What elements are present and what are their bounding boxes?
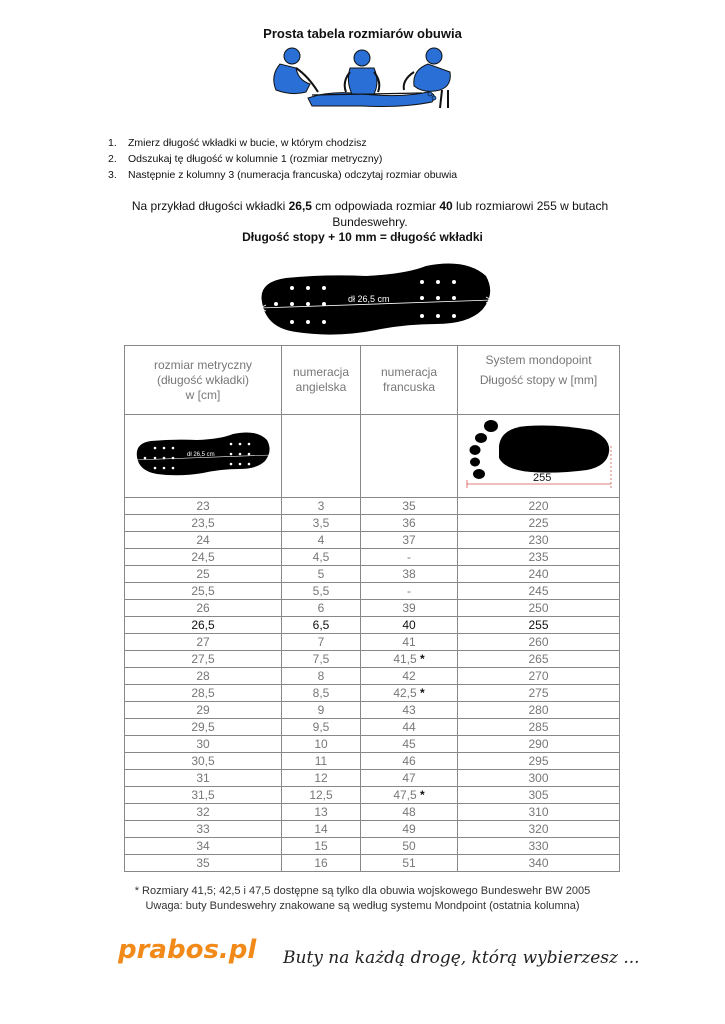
insole-length-label: dł 26,5 cm — [348, 294, 390, 304]
cell-mondopoint: 340 — [458, 855, 620, 872]
cell-french: 42,5 * — [361, 685, 458, 702]
page-title: Prosta tabela rozmiarów obuwia — [263, 26, 462, 41]
cell-french: 43 — [361, 702, 458, 719]
cell-english: 4 — [282, 532, 361, 549]
cell-metric: 31,5 — [125, 787, 282, 804]
cell-english: 16 — [282, 855, 361, 872]
table-row — [125, 821, 620, 838]
cell-mondopoint: 270 — [458, 668, 620, 685]
cell-english: 12,5 — [282, 787, 361, 804]
cell-french: 44 — [361, 719, 458, 736]
footnote-star: * — [420, 686, 425, 700]
cell-metric: 28 — [125, 668, 282, 685]
cell-mondopoint: 295 — [458, 753, 620, 770]
table-row — [125, 532, 620, 549]
cell-english: 6,5 — [282, 617, 361, 634]
cell-metric: 33 — [125, 821, 282, 838]
cell-english: 14 — [282, 821, 361, 838]
cell-metric: 27 — [125, 634, 282, 651]
cell-french: 35 — [361, 498, 458, 515]
table-row — [125, 804, 620, 821]
cell-english: 6 — [282, 600, 361, 617]
cell-mondopoint: 285 — [458, 719, 620, 736]
cell-english: 4,5 — [282, 549, 361, 566]
size-table — [124, 345, 620, 872]
table-row — [125, 736, 620, 753]
cell-french: 46 — [361, 753, 458, 770]
instruction-list — [108, 135, 457, 183]
foot-picture-cell — [458, 415, 620, 498]
cell-english: 7,5 — [282, 651, 361, 668]
cell-metric: 28,5 — [125, 685, 282, 702]
cell-french: 45 — [361, 736, 458, 753]
empty-cell — [282, 415, 361, 498]
foot-diagram — [461, 416, 617, 492]
header-french: numeracja francuska — [361, 346, 458, 415]
cell-mondopoint: 225 — [458, 515, 620, 532]
cell-mondopoint: 305 — [458, 787, 620, 804]
foot-length-label: 255 — [532, 471, 551, 484]
cell-french: 36 — [361, 515, 458, 532]
cell-english: 3 — [282, 498, 361, 515]
cell-english: 3,5 — [282, 515, 361, 532]
table-row — [125, 719, 620, 736]
footnote-bw2005: * Rozmiary 41,5; 42,5 i 47,5 dostępne są tylko dla obuwia wojskowego Bundeswehr BW 2005 — [134, 885, 591, 897]
instruction-step: 1. Zmierz długość wkładki w bucie, w którym chodzisz — [108, 137, 367, 149]
footnote-mondopoint: Uwaga: buty Bundeswehry znakowane są według systemu Mondpoint (ostatnia kolumna) — [145, 900, 580, 912]
cell-mondopoint: 230 — [458, 532, 620, 549]
header-english: numeracja angielska — [282, 346, 361, 415]
cell-mondopoint: 245 — [458, 583, 620, 600]
cell-english: 15 — [282, 838, 361, 855]
table-row — [125, 753, 620, 770]
table-row — [125, 549, 620, 566]
cell-metric: 30 — [125, 736, 282, 753]
cell-french: - — [361, 583, 458, 600]
table-row — [125, 617, 620, 634]
cell-mondopoint: 320 — [458, 821, 620, 838]
cell-mondopoint: 250 — [458, 600, 620, 617]
table-row — [125, 668, 620, 685]
cell-mondopoint: 290 — [458, 736, 620, 753]
measuring-illustration — [262, 46, 462, 112]
header-mondopoint: System mondopoint Długość stopy w [mm] — [458, 346, 620, 415]
cell-metric: 34 — [125, 838, 282, 855]
cell-metric: 26,5 — [125, 617, 282, 634]
example-text: Na przykład długości wkładki 26,5 cm odpowiada rozmiar 40 lub rozmiarowi 255 w butach Bundeswehry. — [131, 199, 609, 229]
cell-french: 51 — [361, 855, 458, 872]
svg-text:prabos.pl: prabos.pl — [118, 935, 257, 965]
table-row — [125, 651, 620, 668]
cell-mondopoint: 300 — [458, 770, 620, 787]
footnotes — [0, 884, 725, 914]
sizing-rule: Długość stopy + 10 mm = długość wkładki — [242, 230, 483, 244]
cell-mondopoint: 235 — [458, 549, 620, 566]
instruction-step: 2. Odszukaj tę długość w kolumnie 1 (rozmiar metryczny) — [108, 153, 383, 165]
cell-metric: 32 — [125, 804, 282, 821]
cell-english: 9,5 — [282, 719, 361, 736]
table-row — [125, 787, 620, 804]
cell-french: 40 — [361, 617, 458, 634]
cell-french: 39 — [361, 600, 458, 617]
cell-english: 8 — [282, 668, 361, 685]
table-row — [125, 566, 620, 583]
insole-diagram — [256, 258, 496, 338]
cell-metric: 35 — [125, 855, 282, 872]
cell-metric: 24,5 — [125, 549, 282, 566]
cell-mondopoint: 240 — [458, 566, 620, 583]
header-metric: rozmiar metryczny (długość wkładki) w [cm] — [125, 346, 282, 415]
table-row — [125, 702, 620, 719]
cell-mondopoint: 265 — [458, 651, 620, 668]
table-row — [125, 634, 620, 651]
svg-text:dł 26,5 cm: dł 26,5 cm — [187, 451, 215, 458]
cell-metric: 29,5 — [125, 719, 282, 736]
cell-french: - — [361, 549, 458, 566]
cell-french: 38 — [361, 566, 458, 583]
cell-french: 41 — [361, 634, 458, 651]
footnote-star: * — [420, 788, 425, 802]
table-row — [125, 600, 620, 617]
cell-french: 49 — [361, 821, 458, 838]
table-row — [125, 855, 620, 872]
cell-english: 11 — [282, 753, 361, 770]
cell-mondopoint: 220 — [458, 498, 620, 515]
cell-english: 13 — [282, 804, 361, 821]
cell-mondopoint: 275 — [458, 685, 620, 702]
cell-french: 47,5 * — [361, 787, 458, 804]
cell-metric: 23,5 — [125, 515, 282, 532]
cell-metric: 24 — [125, 532, 282, 549]
cell-english: 12 — [282, 770, 361, 787]
cell-french: 41,5 * — [361, 651, 458, 668]
insole-picture-cell — [125, 415, 282, 498]
table-row — [125, 583, 620, 600]
table-row — [125, 770, 620, 787]
cell-mondopoint: 310 — [458, 804, 620, 821]
cell-mondopoint: 280 — [458, 702, 620, 719]
prabos-logo[interactable] — [118, 928, 278, 972]
insole-small-diagram — [133, 429, 273, 479]
cell-english: 9 — [282, 702, 361, 719]
cell-metric: 30,5 — [125, 753, 282, 770]
cell-metric: 29 — [125, 702, 282, 719]
cell-metric: 25 — [125, 566, 282, 583]
cell-metric: 26 — [125, 600, 282, 617]
cell-french: 48 — [361, 804, 458, 821]
cell-metric: 23 — [125, 498, 282, 515]
cell-metric: 27,5 — [125, 651, 282, 668]
cell-english: 10 — [282, 736, 361, 753]
cell-english: 5 — [282, 566, 361, 583]
cell-metric: 31 — [125, 770, 282, 787]
table-row — [125, 498, 620, 515]
cell-mondopoint: 255 — [458, 617, 620, 634]
instruction-step: 3. Następnie z kolumny 3 (numeracja francuska) odczytaj rozmiar obuwia — [108, 169, 458, 181]
empty-cell — [361, 415, 458, 498]
slogan: Buty na każdą drogę, którą wybierzesz ... — [283, 948, 640, 968]
cell-mondopoint: 330 — [458, 838, 620, 855]
cell-french: 42 — [361, 668, 458, 685]
footnote-star: * — [420, 652, 425, 666]
cell-french: 50 — [361, 838, 458, 855]
table-row — [125, 838, 620, 855]
cell-french: 37 — [361, 532, 458, 549]
table-row — [125, 685, 620, 702]
cell-mondopoint: 260 — [458, 634, 620, 651]
cell-english: 5,5 — [282, 583, 361, 600]
cell-english: 7 — [282, 634, 361, 651]
cell-metric: 25,5 — [125, 583, 282, 600]
cell-french: 47 — [361, 770, 458, 787]
cell-english: 8,5 — [282, 685, 361, 702]
table-row — [125, 515, 620, 532]
